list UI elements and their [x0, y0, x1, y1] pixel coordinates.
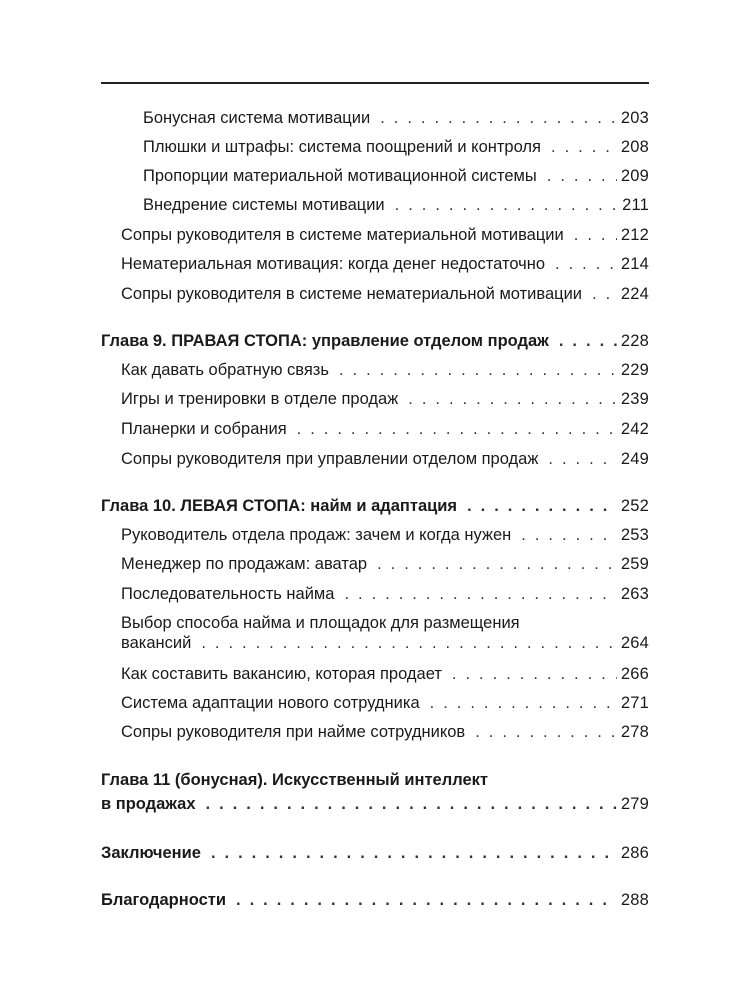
- toc-entry-onboarding[interactable]: [121, 693, 649, 713]
- toc-entry-page: 208: [620, 138, 649, 156]
- toc-dot-leader: [211, 843, 617, 863]
- toc-entry-page: 203: [620, 109, 649, 127]
- toc-entry-title: Пропорции материальной мотивационной системы: [143, 167, 537, 185]
- toc-entry-title: Менеджер по продажам: аватар: [121, 555, 368, 573]
- toc-entry-page: 252: [620, 497, 649, 515]
- toc-entry-sales-head[interactable]: [121, 525, 649, 545]
- toc-entry-page: 264: [620, 634, 649, 652]
- toc-dot-leader: [551, 137, 617, 157]
- toc-dot-leader: [201, 633, 617, 653]
- toc-entry-vacancy-writing[interactable]: [121, 664, 649, 684]
- toc-entry-page: 288: [620, 891, 649, 909]
- toc-entry-page: 209: [620, 167, 649, 185]
- toc-chapter-title: Глава 10. ЛЕВАЯ СТОПА: найм и адаптация: [101, 497, 458, 515]
- toc-dot-leader: [475, 722, 617, 742]
- toc-chapter-10[interactable]: [101, 496, 649, 516]
- toc-entry-non-material-motivation[interactable]: [121, 254, 649, 274]
- toc-entry-page: 228: [620, 332, 649, 350]
- toc-entry-resistance-non-material[interactable]: [121, 284, 649, 304]
- toc-entry-meetings[interactable]: [121, 419, 649, 439]
- toc-entry-resistance-hiring[interactable]: [121, 722, 649, 742]
- toc-entry-title: вакансий: [121, 634, 192, 652]
- toc-dot-leader: [380, 108, 617, 128]
- toc-entry-page: 286: [620, 844, 649, 862]
- toc-dot-leader: [408, 389, 617, 409]
- toc-dot-leader: [339, 360, 617, 380]
- toc-entry-page: 266: [620, 665, 649, 683]
- toc-entry-hiring-sequence[interactable]: [121, 584, 649, 604]
- toc-entry-page: 271: [620, 694, 649, 712]
- table-of-contents: [101, 0, 649, 1000]
- toc-dot-leader: [521, 525, 617, 545]
- toc-dot-leader: [467, 496, 617, 516]
- toc-dot-leader: [236, 890, 617, 910]
- toc-dot-leader: [395, 195, 618, 215]
- toc-entry-page: 259: [620, 555, 649, 573]
- toc-entry-proportions[interactable]: [143, 166, 649, 186]
- toc-chapter-title-line1: Глава 11 (бонусная). Искусственный интеллект: [101, 771, 488, 789]
- toc-entry-title: Руководитель отдела продаж: зачем и когда нужен: [121, 526, 512, 544]
- toc-entry-bonus-system[interactable]: [143, 108, 649, 128]
- toc-chapter-title: Глава 9. ПРАВАЯ СТОПА: управление отделом продаж: [101, 332, 549, 350]
- toc-entry-hiring-channels[interactable]: [121, 613, 649, 653]
- toc-dot-leader: [592, 284, 617, 304]
- toc-entry-title: Внедрение системы мотивации: [143, 196, 385, 214]
- toc-entry-title: Как давать обратную связь: [121, 361, 329, 379]
- toc-dot-leader: [452, 664, 617, 684]
- toc-entry-resistance-management[interactable]: [121, 449, 649, 469]
- toc-chapter-11[interactable]: [101, 770, 649, 814]
- toc-entry-title: Как составить вакансию, которая продает: [121, 665, 442, 683]
- toc-entry-page: 239: [620, 390, 649, 408]
- toc-entry-resistance-material[interactable]: [121, 225, 649, 245]
- toc-entry-games-training[interactable]: [121, 389, 649, 409]
- toc-entry-page: 224: [620, 285, 649, 303]
- toc-chapter-title: в продажах: [101, 795, 196, 813]
- toc-entry-page: 212: [620, 226, 649, 244]
- toc-entry-page: 253: [620, 526, 649, 544]
- toc-dot-leader: [206, 794, 617, 814]
- toc-conclusion[interactable]: [101, 843, 649, 863]
- toc-entry-title: Плюшки и штрафы: система поощрений и контроля: [143, 138, 541, 156]
- toc-dot-leader: [297, 419, 617, 439]
- toc-chapter-title: Благодарности: [101, 891, 226, 909]
- toc-acknowledgements[interactable]: [101, 890, 649, 910]
- toc-entry-page: 242: [620, 420, 649, 438]
- toc-entry-title: Планерки и собрания: [121, 420, 287, 438]
- toc-dot-leader: [547, 166, 617, 186]
- toc-entry-page: 249: [620, 450, 649, 468]
- toc-entry-page: 263: [620, 585, 649, 603]
- toc-dot-leader: [377, 554, 617, 574]
- toc-entry-title: Система адаптации нового сотрудника: [121, 694, 420, 712]
- toc-entry-title: Сопры руководителя в системе материальной мотивации: [121, 226, 564, 244]
- toc-dot-leader: [559, 331, 617, 351]
- toc-dot-leader: [555, 254, 617, 274]
- toc-dot-leader: [430, 693, 617, 713]
- toc-dot-leader: [574, 225, 617, 245]
- toc-entry-page: 279: [620, 795, 649, 813]
- toc-entry-page: 211: [622, 196, 649, 214]
- toc-entry-title: Сопры руководителя в системе нематериальной мотивации: [121, 285, 583, 303]
- toc-dot-leader: [548, 449, 616, 469]
- toc-entry-page: 214: [620, 255, 649, 273]
- toc-entry-title: Сопры руководителя при управлении отделом продаж: [121, 450, 539, 468]
- toc-entry-page: 229: [620, 361, 649, 379]
- toc-chapter-9[interactable]: [101, 331, 649, 351]
- toc-entry-implementation[interactable]: [143, 195, 649, 215]
- toc-entry-page: 278: [620, 723, 649, 741]
- toc-chapter-title: Заключение: [101, 844, 201, 862]
- toc-entry-title: Игры и тренировки в отделе продаж: [121, 390, 399, 408]
- toc-dot-leader: [344, 584, 616, 604]
- toc-entry-title: Сопры руководителя при найме сотрудников: [121, 723, 466, 741]
- toc-entry-title: Нематериальная мотивация: когда денег недостаточно: [121, 255, 546, 273]
- toc-entry-feedback[interactable]: [121, 360, 649, 380]
- toc-entry-title: Бонусная система мотивации: [143, 109, 371, 127]
- toc-entry-title-line1: Выбор способа найма и площадок для размещения: [121, 614, 520, 632]
- toc-entry-perks-and-fines[interactable]: [143, 137, 649, 157]
- toc-entry-sales-manager-avatar[interactable]: [121, 554, 649, 574]
- toc-entry-title: Последовательность найма: [121, 585, 335, 603]
